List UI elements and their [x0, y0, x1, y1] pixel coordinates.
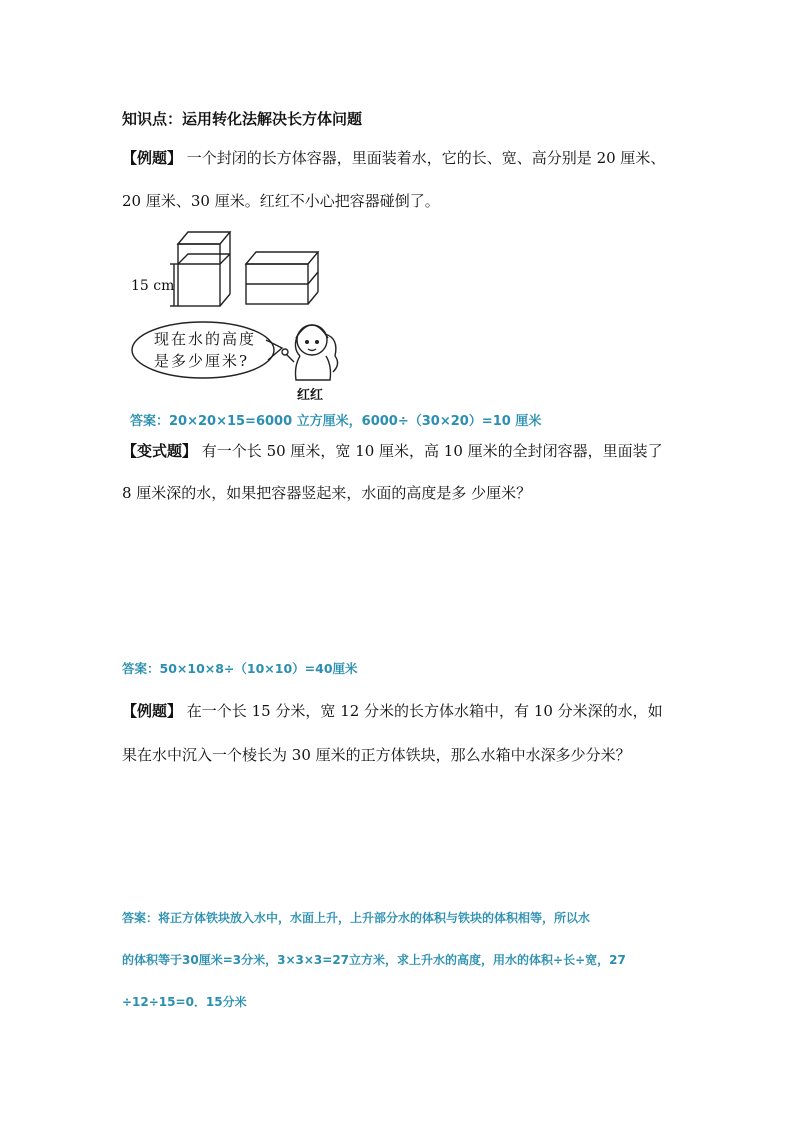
example-1-line-1 [122, 147, 665, 168]
answer-3-line-2: 的体积等于30厘米=3分米，3×3×3=27立方米，求上升水的高度，用水的体积÷长÷宽，27 [122, 953, 626, 967]
container-diagram [126, 222, 346, 406]
example-2-text-1: 在一个长 15 分米，宽 12 分米的长方体水箱中，有 10 分米深的水，如 [186, 702, 663, 720]
example-1-line-2: 20 厘米、30 厘米。红红不小心把容器碰倒了。 [122, 192, 440, 210]
speech-line-2: 是多少厘米? [154, 352, 250, 370]
answer-1: 答案：20×20×15=6000 立方厘米，6000÷（30×20）=10 厘米 [130, 414, 542, 429]
variant-line-1 [122, 440, 663, 461]
answer-3-line-1: 答案：将正方体铁块放入水中，水面上升，上升部分水的体积与铁块的体积相等，所以水 [122, 911, 591, 925]
variant-tag: 【变式题】 [122, 442, 198, 460]
speech-line-1: 现在水的高度 [154, 330, 257, 348]
page-heading: 知识点：运用转化法解决长方体问题 [122, 110, 363, 128]
variant-line-2: 8 厘米深的水，如果把容器竖起来，水面的高度是多 少厘米？ [122, 484, 532, 502]
variant-text-1: 有一个长 50 厘米，宽 10 厘米，高 10 厘米的全封闭容器，里面装了 [201, 442, 663, 460]
example-1-text-1: 一个封闭的长方体容器，里面装着水，它的长、宽、高分别是 20 厘米、 [186, 149, 666, 167]
example-2-line-2: 果在水中沉入一个棱长为 30 厘米的正方体铁块，那么水箱中水深多少分米？ [122, 746, 631, 764]
character-name: 红红 [297, 388, 324, 403]
example-2-line-1 [122, 700, 663, 721]
example-1-tag: 【例题】 [122, 149, 183, 167]
answer-2: 答案：50×10×8÷（10×10）=40厘米 [122, 661, 358, 676]
container-figure [126, 222, 346, 406]
answer-3-line-3: ÷12÷15=0．15分米 [122, 995, 247, 1009]
example-2-tag: 【例题】 [122, 702, 183, 720]
dimension-label: 15 cm [131, 278, 175, 294]
